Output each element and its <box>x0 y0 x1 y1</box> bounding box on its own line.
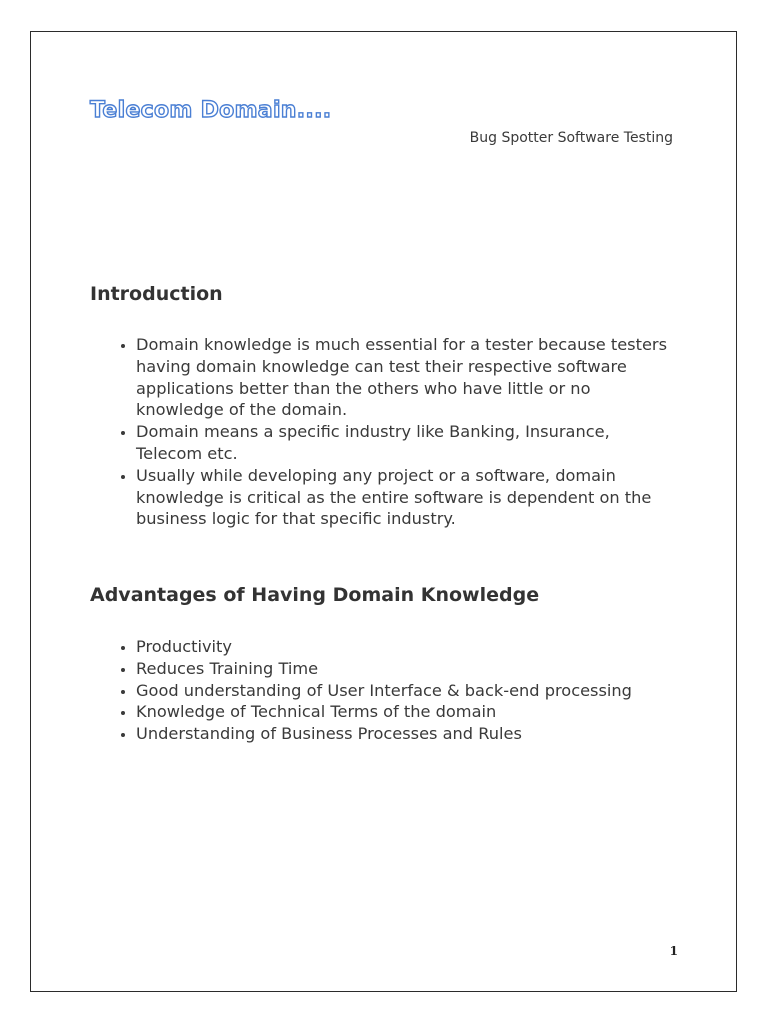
document-subtitle: Bug Spotter Software Testing <box>469 130 673 146</box>
advantages-bullet-list <box>90 636 690 745</box>
list-item: • Understanding of Business Processes and Rules <box>136 723 690 745</box>
introduction-bullet-list <box>90 334 680 530</box>
list-item: • Knowledge of Technical Terms of the domain <box>136 701 690 723</box>
list-item: • Good understanding of User Interface & back-end processing <box>136 680 690 702</box>
list-item: • Domain knowledge is much essential for a tester because testers having domain knowledge can test their respective software applications better than the others who have little or no knowledge of the domain. <box>136 334 680 421</box>
document-title: Telecom Domain.... <box>90 98 332 123</box>
section-heading-advantages: Advantages of Having Domain Knowledge <box>90 584 540 606</box>
list-item: • Productivity <box>136 636 690 658</box>
page-number: 1 <box>669 944 678 958</box>
list-item: • Domain means a specific industry like Banking, Insurance, Telecom etc. <box>136 421 680 465</box>
section-heading-introduction: Introduction <box>90 283 223 305</box>
list-item: • Reduces Training Time <box>136 658 690 680</box>
list-item: • Usually while developing any project or a software, domain knowledge is critical as the entire software is dependent on the business logic for that specific industry. <box>136 465 680 530</box>
